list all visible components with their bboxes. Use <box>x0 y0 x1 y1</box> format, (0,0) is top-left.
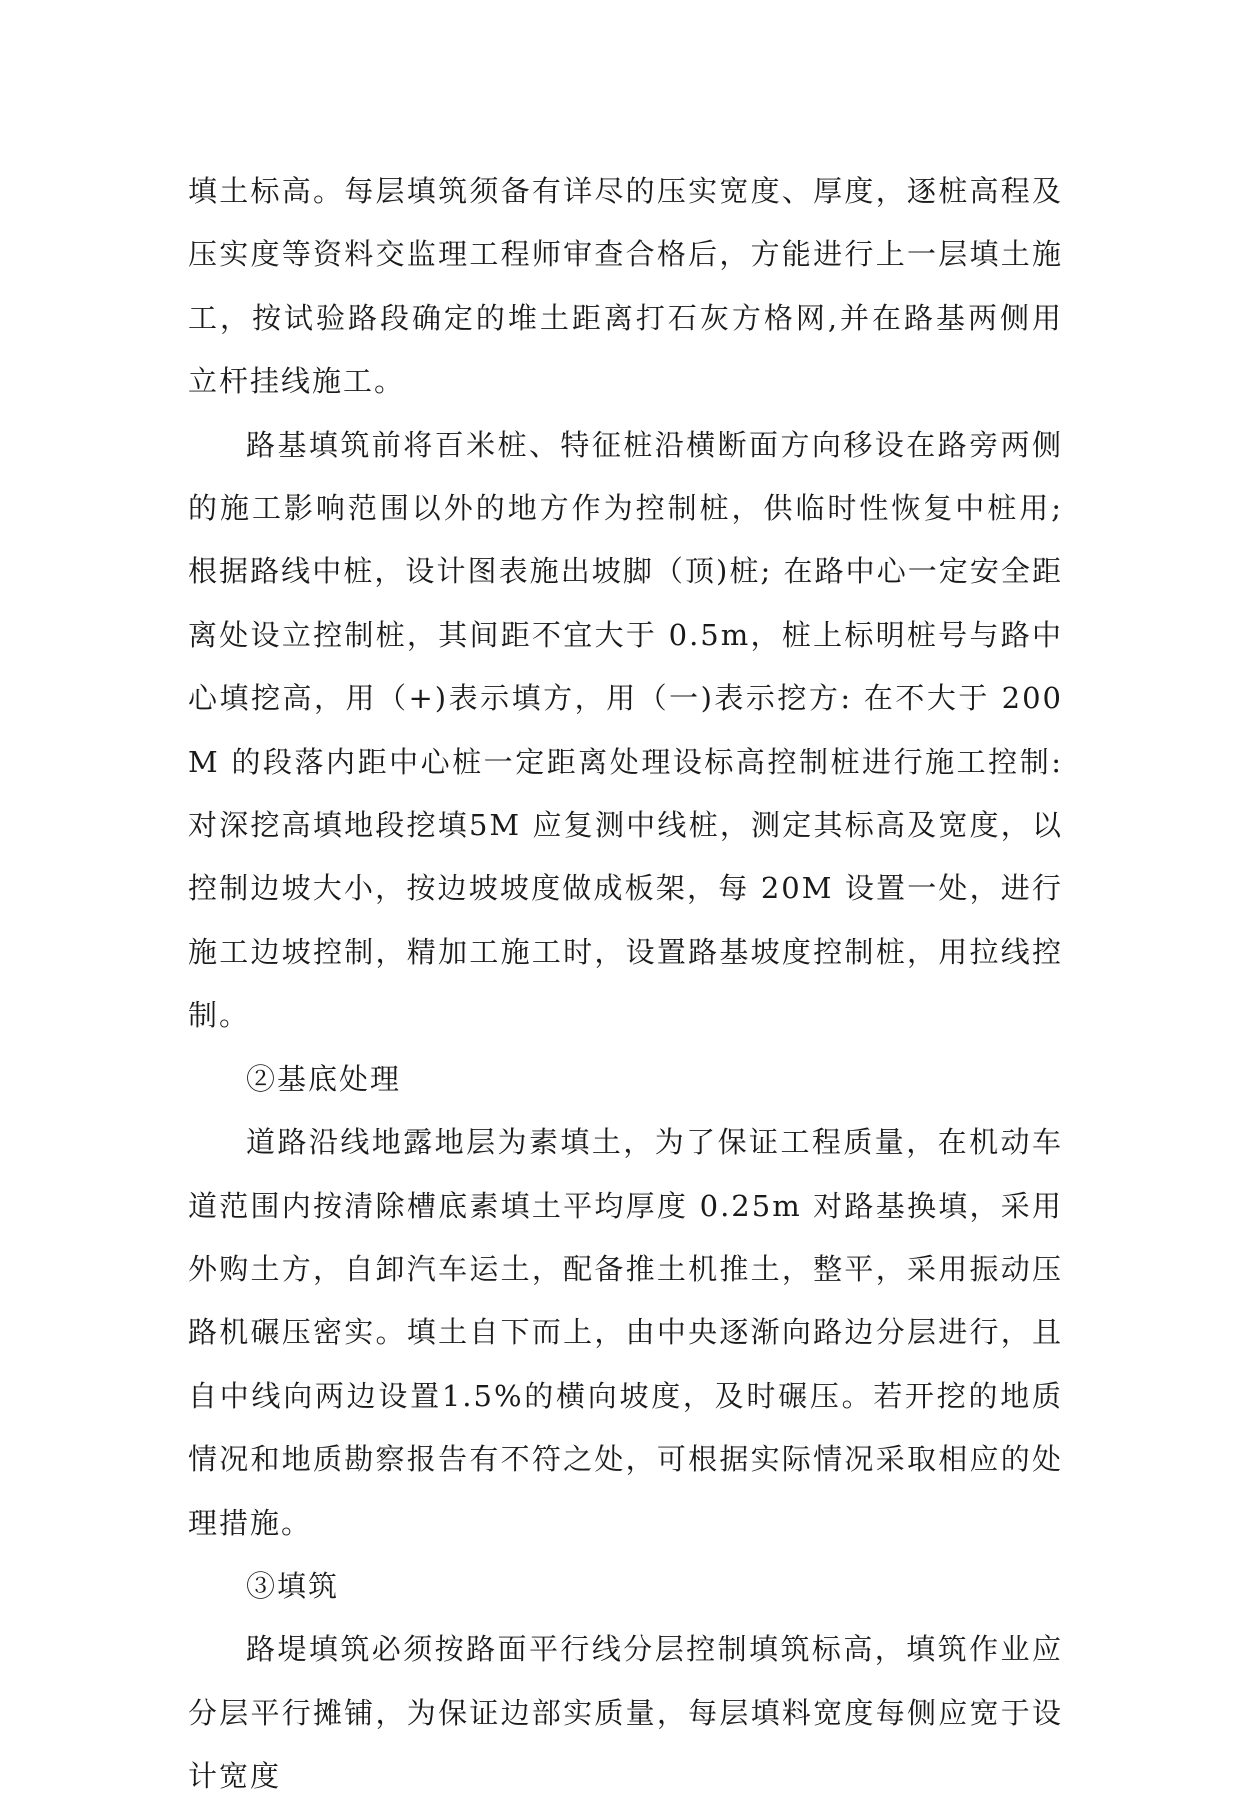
paragraph-1: 填土标高。每层填筑须备有详尽的压实宽度、厚度，逐桩高程及压实度等资料交监理工程师审查合格后，方能进行上一层填土施工，按试验路段确定的堆土距离打石灰方格网,并在路基两侧用立杆挂线施工。 <box>188 174 1063 399</box>
paragraph-4: 路堤填筑必须按路面平行线分层控制填筑标高，填筑作业应分层平行摊铺，为保证边部实质量，每层填料宽度每侧应宽于设计宽度 <box>188 1632 1063 1794</box>
section-heading-filling: ③填筑 <box>246 1568 340 1603</box>
section-heading-base-treatment: ②基底处理 <box>246 1061 402 1096</box>
document-body <box>188 160 1075 1809</box>
paragraph-2: 路基填筑前将百米桩、特征桩沿横断面方向移设在路旁两侧的施工影响范围以外的地方作为控制桩，供临时性恢复中桩用; 根据路线中桩，设计图表施出坡脚（顶)桩; 在路中心一定安全距离处设立控制桩，其间距不宜大于 0.5m，桩上标明桩号与路中心填挖高，用（+)表示填方，用（一)表示挖方: 在不大于 200M 的段落内距中心桩一定距离处理设标高控制桩进行施工控制: 对深挖高填地段挖填5M 应复测中线桩，测定其标高及宽度，以控制边坡大小，按边坡坡度做成板架，每 20M 设置一处，进行施工边坡控制，精加工施工时，设置路基坡度控制桩，用拉线控制。 <box>188 427 1075 1033</box>
paragraph-3: 道路沿线地露地层为素填土，为了保证工程质量，在机动车道范围内按清除槽底素填土平均厚度 0.25m 对路基换填，采用外购土方，自卸汽车运土，配备推土机推土，整平，采用振动压路机碾压密实。填土自下而上，由中央逐渐向路边分层进行，且自中线向两边设置1.5%的横向坡度，及时碾压。若开挖的地质情况和地质勘察报告有不符之处，可根据实际情况采取相应的处理措施。 <box>188 1125 1063 1540</box>
